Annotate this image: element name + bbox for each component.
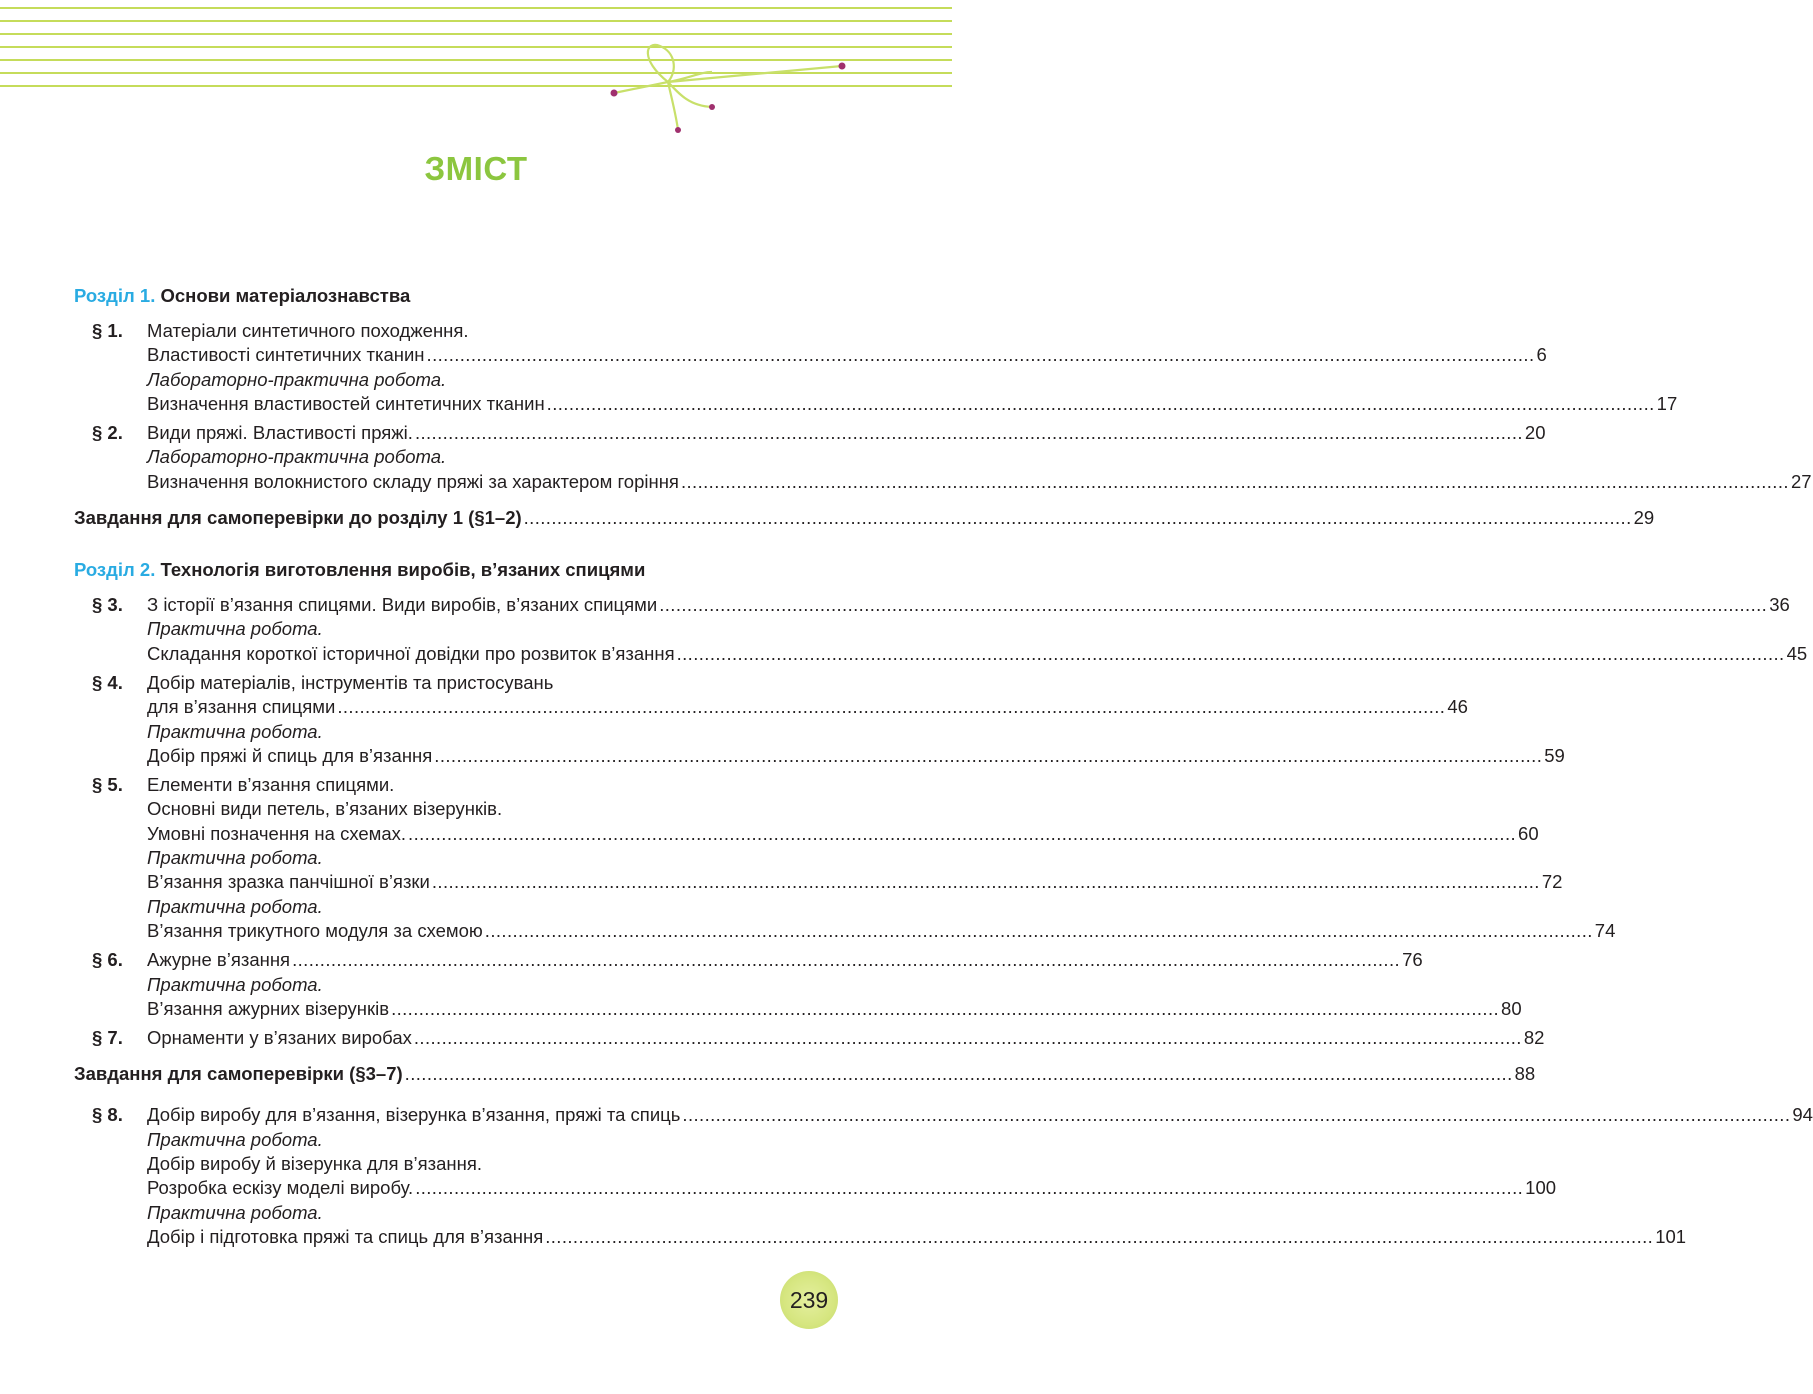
summary-label: Завдання для самоперевірки (§3–7) [74, 1063, 403, 1085]
dot-leader: ........................................................................................................................................................................................................ [431, 871, 1540, 893]
toc-line [147, 319, 840, 343]
page-ref: 6 [1536, 344, 1547, 366]
page-ref: 59 [1544, 744, 1565, 766]
toc-line [147, 997, 1522, 1021]
entry-number: § 3. [92, 594, 123, 616]
toc-line-text: Практична робота. [147, 847, 323, 869]
toc-line-text: Добір виробу для в’язання, візерунка в’язання, пряжі та спиць [147, 1104, 681, 1126]
entry-number: § 7. [92, 1027, 123, 1049]
toc-line-text: Умовні позначення на схемах. [147, 822, 407, 844]
entry-number: § 8. [92, 1104, 123, 1126]
toc-line [147, 1176, 1557, 1200]
page-ref: 100 [1525, 1177, 1557, 1199]
dot-leader: ........................................................................................................................................................................................................ [415, 1177, 1524, 1199]
page-number-badge [780, 1271, 838, 1329]
page-ref: 60 [1518, 822, 1539, 844]
entry-number: § 2. [92, 422, 123, 444]
toc-line-text: Матеріали синтетичного походження. [147, 320, 469, 341]
toc-line-text: Види пряжі. Властивості пряжі. [147, 422, 413, 444]
toc-line-text: Лабораторно-практична робота. [147, 446, 447, 468]
toc-line-text: З історії в’язання спицями. Види виробів, в’язаних спицями [147, 594, 658, 616]
toc-line [147, 846, 840, 870]
toc-line [147, 720, 840, 744]
page-number: 239 [789, 1286, 829, 1313]
dot-leader: ........................................................................................................................................................................................................ [408, 822, 1517, 844]
toc-line-text: Практична робота. [147, 973, 323, 995]
toc-line [147, 822, 1539, 846]
toc-line [147, 392, 1678, 416]
page-ref: 17 [1656, 392, 1678, 414]
entry-number: § 5. [92, 774, 123, 796]
toc-line-text: Властивості синтетичних тканин [147, 344, 425, 366]
toc-line [147, 1201, 840, 1225]
section-heading [74, 284, 840, 308]
toc-line-text: Розробка ескізу моделі виробу. [147, 1177, 414, 1199]
page-ref: 101 [1655, 1225, 1687, 1247]
page-ref: 20 [1524, 422, 1546, 444]
header-lines [0, 8, 952, 86]
dot-leader: ........................................................................................................................................................................................................ [676, 642, 1785, 664]
toc-line [147, 1152, 840, 1176]
page-ref: 76 [1402, 949, 1423, 971]
dot-leader: ........................................................................................................................................................................................................ [434, 744, 1543, 766]
dot-leader: ........................................................................................................................................................................................................ [659, 594, 1768, 616]
toc-line-text: Орнаменти у в’язаних виробах [147, 1027, 412, 1049]
section-summary [74, 1062, 1536, 1086]
toc-line [147, 617, 840, 641]
summary-label: Завдання для самоперевірки до розділу 1 (§1–2) [74, 507, 522, 529]
header-decoration [0, 0, 952, 150]
page-ref: 72 [1541, 871, 1563, 893]
page-ref: 88 [1514, 1063, 1536, 1085]
toc-line-text: Визначення волокнистого складу пряжі за характером горіння [147, 470, 679, 492]
page-ref: 94 [1792, 1104, 1813, 1126]
toc-line-text: Добір матеріалів, інструментів та пристосувань [147, 671, 554, 693]
toc-line [147, 642, 1808, 666]
section-number: Розділ 2. [74, 559, 161, 581]
toc-entry [74, 1103, 1813, 1249]
toc-line [147, 895, 840, 919]
page-ref: 45 [1786, 642, 1808, 664]
toc-line [147, 368, 840, 392]
dot-leader: ........................................................................................................................................................................................................ [546, 392, 1655, 414]
toc-line-text: Елементи в’язання спицями. [147, 774, 395, 796]
entry-number: § 1. [92, 320, 123, 341]
toc-line [147, 470, 1812, 494]
toc-entry [74, 421, 1812, 494]
page-ref: 29 [1633, 507, 1655, 529]
dot-leader: ........................................................................................................................................................................................................ [682, 1104, 1791, 1126]
toc-line [147, 1128, 840, 1152]
toc-line [147, 773, 840, 797]
page-ref: 36 [1769, 594, 1790, 616]
ribbon-bow-icon [614, 45, 842, 130]
dot-leader: ........................................................................................................................................................................................................ [545, 1225, 1654, 1247]
toc-line [147, 1103, 1813, 1127]
toc-line [147, 695, 1468, 719]
toc-line [147, 870, 1563, 894]
dot-leader: ........................................................................................................................................................................................................ [292, 949, 1401, 971]
dot-leader: ........................................................................................................................................................................................................ [391, 997, 1500, 1019]
section-summary [74, 506, 1655, 530]
toc-entry [74, 773, 1616, 943]
section-number: Розділ 1. [74, 285, 161, 306]
page-ref: 82 [1523, 1027, 1545, 1049]
toc-line-text: Практична робота. [147, 720, 323, 742]
entry-number: § 6. [92, 949, 123, 971]
toc-line-text: Ажурне в’язання [147, 949, 291, 971]
toc-line [147, 593, 1790, 617]
page-ref: 46 [1447, 696, 1468, 718]
toc-line [147, 919, 1616, 943]
toc-line [147, 744, 1565, 768]
toc-line-text: Практична робота. [147, 1128, 323, 1150]
toc-line-text: В’язання ажурних візерунків [147, 997, 390, 1019]
toc-line-text: Добір пряжі й спиць для в’язання [147, 744, 433, 766]
page-ref: 74 [1594, 919, 1616, 941]
toc-line-text: Лабораторно-практична робота. [147, 368, 447, 390]
dot-leader: ........................................................................................................................................................................................................ [523, 507, 1632, 529]
toc-entry [74, 671, 1565, 768]
entry-number: § 4. [92, 671, 123, 693]
toc-line-text: В’язання зразка панчішної в’язки [147, 871, 430, 893]
toc-line-text: Практична робота. [147, 895, 323, 917]
dot-leader: ........................................................................................................................................................................................................ [404, 1063, 1513, 1085]
page-ref: 27 [1790, 470, 1812, 492]
dot-leader: ........................................................................................................................................................................................................ [426, 344, 1535, 366]
page-title: ЗМІСТ [424, 150, 528, 187]
toc-line [147, 1225, 1687, 1249]
dot-leader: ........................................................................................................................................................................................................ [680, 470, 1789, 492]
dot-leader: ........................................................................................................................................................................................................ [413, 1027, 1522, 1049]
toc-line [147, 421, 1546, 445]
toc-line [147, 343, 1547, 367]
toc-entry [74, 1026, 1545, 1050]
toc-entry [74, 593, 1808, 666]
toc-line-text: Практична робота. [147, 1201, 323, 1223]
toc-line [147, 797, 840, 821]
toc-line-text: Основні види петель, в’язаних візерунків. [147, 798, 503, 820]
toc-line-text: Складання короткої історичної довідки про розвиток в’язання [147, 642, 675, 664]
table-of-contents [74, 284, 1813, 1249]
toc-line-text: Добір і підготовка пряжі та спиць для в’язання [147, 1225, 544, 1247]
toc-line-text: Визначення властивостей синтетичних тканин [147, 392, 545, 414]
toc-line-text: В’язання трикутного модуля за схемою [147, 919, 483, 941]
section-title: Технологія виготовлення виробів, в’язаних спицями [160, 559, 646, 581]
section-title: Основи матеріалознавства [160, 285, 411, 306]
toc-entry [74, 319, 1678, 416]
dot-leader: ........................................................................................................................................................................................................ [484, 919, 1593, 941]
toc-line [147, 948, 1423, 972]
dot-leader: ........................................................................................................................................................................................................ [414, 422, 1523, 444]
toc-line-text: Практична робота. [147, 618, 323, 640]
toc-line [147, 1026, 1545, 1050]
toc-line [147, 973, 840, 997]
section-heading [74, 558, 840, 582]
toc-line [147, 671, 840, 695]
toc-entry [74, 948, 1522, 1021]
dot-leader: ........................................................................................................................................................................................................ [337, 696, 1446, 718]
toc-line-text: для в’язання спицями [147, 696, 336, 718]
toc-line-text: Добір виробу й візерунка для в’язання. [147, 1153, 482, 1175]
toc-line [147, 445, 840, 469]
page-ref: 80 [1501, 997, 1522, 1019]
